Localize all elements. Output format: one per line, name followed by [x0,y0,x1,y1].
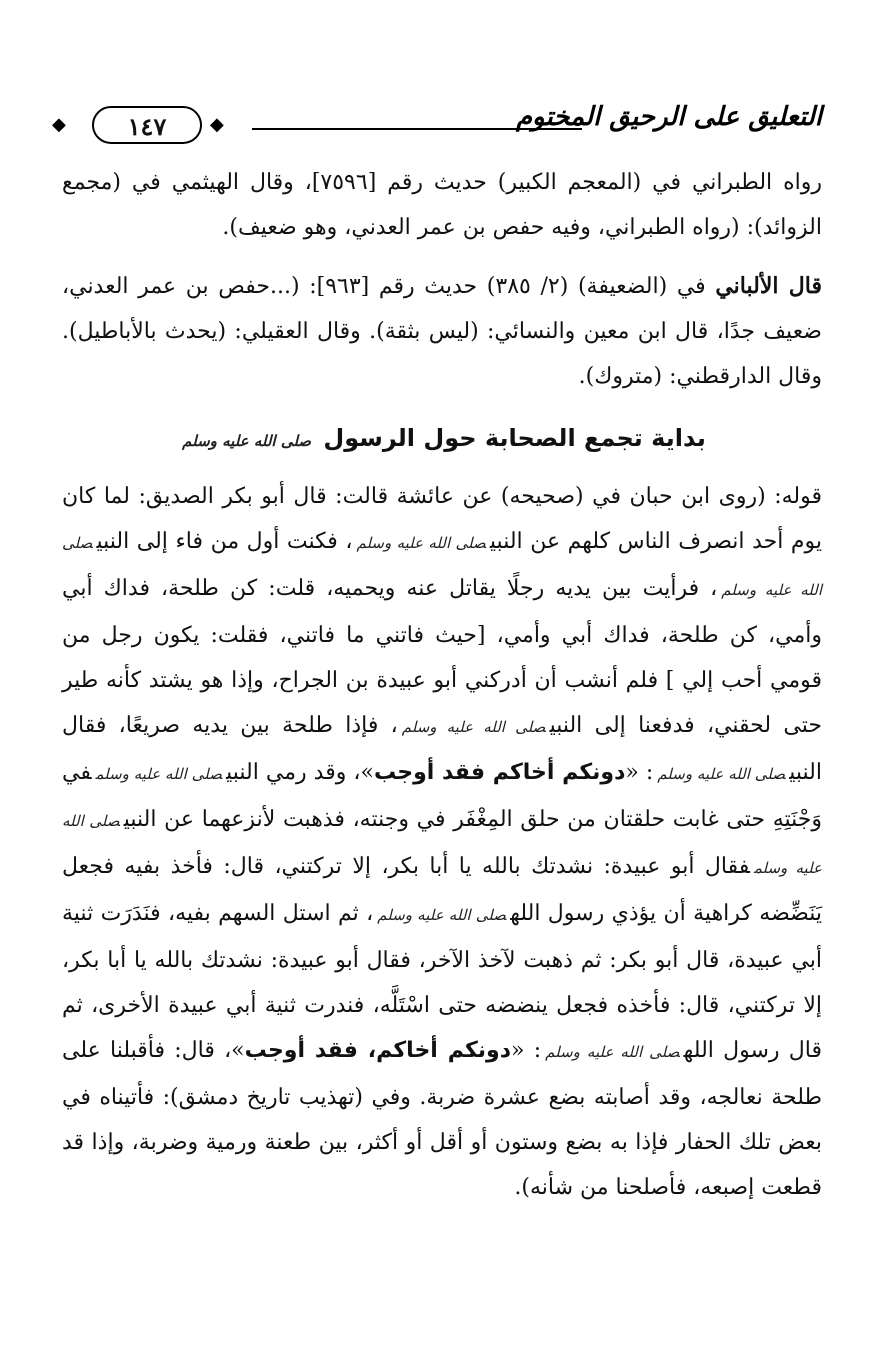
text-segment: »، قال: فأقبلنا على طلحة نعالجه، وقد أصابته بضع عشرة ضربة. وفي (تهذيب تاريخ دمشق): فأتيناه في بعض تلك الحفار فإذا به بضع وستون أو أقل أو أكثر، بين طعنة ورمية وضربة، وإذا قد قطعت إصبعه، فأصلحنا من شأنه). [62,1038,822,1200]
salawat-glyph: صلى الله عليه وسلم [62,534,822,599]
section-heading-text: بداية تجمع الصحابة حول الرسول [323,424,706,452]
section-heading [62,415,822,464]
page-number-box [52,106,257,148]
salawat-glyph: صلى الله عليه وسلم [95,765,223,783]
text-segment: ، فإذا طلحة بين يديه صريعًا، فقال النبي [62,713,822,785]
salawat-glyph: صلى الله عليه وسلم [62,812,822,877]
paragraph-text: في (الضعيفة) (٢/ ٣٨٥) حديث رقم [٩٦٣]: (...حفص بن عمر العدني، ضعيف جدًا، قال ابن معين والنسائي: (ليس بثقة). وقال العقيلي: (يحدث بالأباطيل). وقال الدارقطني: (متروك). [62,274,822,389]
paragraph-text: رواه الطبراني في (المعجم الكبير) حديث رقم [٧٥٩٦]، وقال الهيثمي في (مجمع الزوائد): (رواه الطبراني، وفيه حفص بن عمر العدني، وهو ضعيف). [62,170,822,240]
ornament-left-icon: ◆ [52,114,66,135]
running-title: التعليق على الرحيق المختوم [515,102,822,132]
page-body [62,160,822,1210]
text-segment: : « [625,760,654,785]
text-segment: قوله: (روى ابن حبان في (صحيحه) عن عائشة قالت: قال أبو بكر الصديق: لما كان يوم أحد انصرف الناس كلهم عن النبي [62,484,822,554]
hadith-quote: دونكم أخاكم فقد أوجب [373,760,626,785]
salawat-glyph: صلى الله عليه وسلم [356,534,486,552]
paragraph-albani [62,264,822,399]
text-segment: في وَجْنَتِهِ حتى غابت حلقتان من حلق المِغْفَر في وجنته، فذهبت لأنزعهما عن النبي [62,760,822,832]
page-number: ١٤٧ [92,106,202,144]
text-segment: ، فرأيت بين يديه رجلًا يقاتل عنه ويحميه، قلت: كن طلحة، فداك أبي وأمي، كن طلحة، فداك أبي وأمي، [حيث فاتني ما فاتني، فقلت: يكون رجل من قومي أحب إلي ] فلم أنشب أن أدركني أبو عبيدة بن الجراح، وإذا هو يشتد كأنه طير حتى لحقني، فدفعنا إلى النبي [62,576,822,738]
text-segment: »، وقد رمي النبي [226,760,374,785]
header-rule [252,128,582,130]
page-header [52,96,822,156]
paragraph-tabarani [62,160,822,250]
text-segment: فقال أبو عبيدة: نشدتك بالله يا أبا بكر، إلا تركتني، قال: فأخذ بفيه فجعل يَنَضِّضه كراهية أن يؤذي رسول الله [62,854,822,926]
text-segment: ، ثم استل السهم بفيه، فنَدَرَت ثنية أبي عبيدة، قال أبو بكر: ثم ذهبت لآخذ الآخر، فقال أبو عبيدة: نشدتك بالله يا أبا بكر، إلا تركتني، قال: فأخذه فجعل ينضضه حتى اسْتَلَّه، فندرت ثنية أبي عبيدة الأخرى، ثم قال رسول الله [62,901,822,1063]
salawat-glyph: صلى الله عليه وسلم [545,1043,680,1061]
salawat-glyph: صلى الله عليه وسلم [182,432,312,450]
salawat-glyph: صلى الله عليه وسلم [377,906,507,924]
salawat-glyph: صلى الله عليه وسلم [657,765,786,783]
text-segment: ، فكنت أول من فاء إلى النبي [96,529,353,554]
paragraph-lead: قال الألباني [715,273,823,299]
salawat-glyph: صلى الله عليه وسلم [401,718,546,736]
paragraph-ibn-hibban [62,474,822,1210]
text-segment: : « [511,1038,542,1063]
ornament-right-icon: ◆ [210,114,224,135]
hadith-quote: دونكم أخاكم، فقد أوجب [244,1038,512,1063]
